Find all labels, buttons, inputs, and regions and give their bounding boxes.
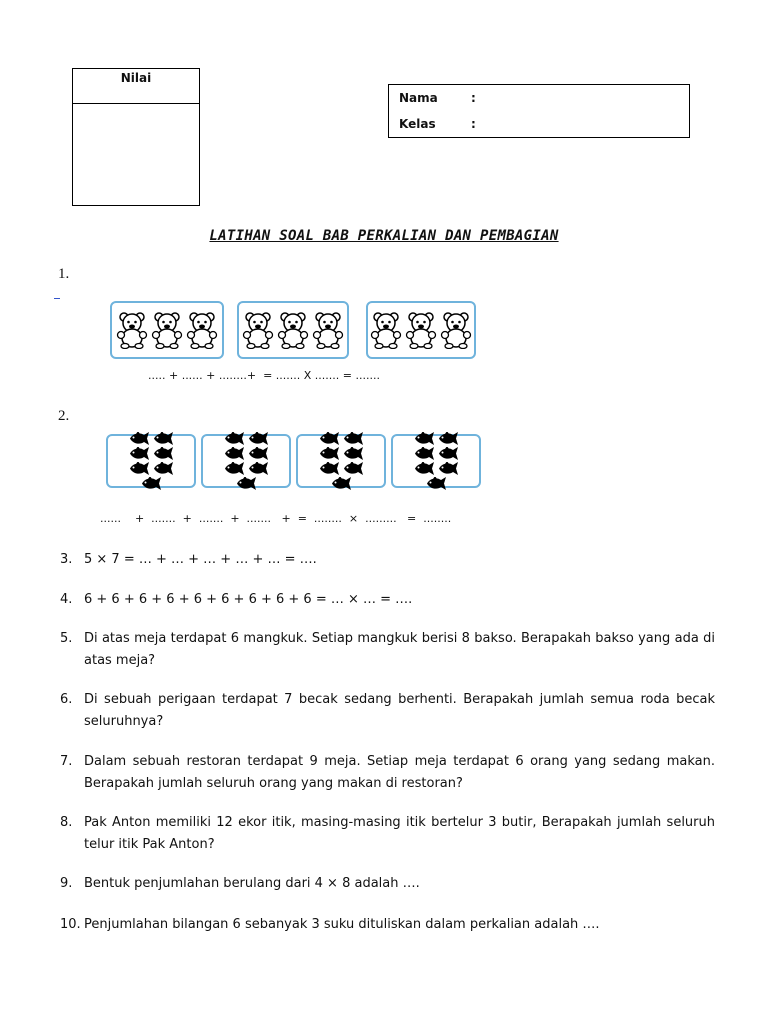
- bear-group-3: [366, 301, 476, 359]
- teddy-bear-icon: [312, 311, 344, 349]
- fish-icon: [223, 447, 245, 460]
- question-2-number: 2.: [58, 408, 70, 424]
- class-label: Kelas: [399, 117, 436, 131]
- bear-group-1: [110, 301, 224, 359]
- question-7-text: Dalam sebuah restoran terdapat 9 meja. Setiap meja terdapat 6 orang yang sedang makan. Berapakah jumlah seluruh orang yang makan di restoran?: [84, 754, 715, 791]
- teddy-bear-icon: [116, 311, 148, 349]
- teddy-bear-icon: [242, 311, 274, 349]
- fish-icon: [413, 432, 435, 445]
- question-4-text: 6 + 6 + 6 + 6 + 6 + 6 + 6 + 6 + 6 = … × … = ….: [84, 592, 413, 607]
- fish-icon: [342, 462, 364, 475]
- fish-icon: [223, 462, 245, 475]
- question-5-text: Di atas meja terdapat 6 mangkuk. Setiap mangkuk berisi 8 bakso. Berapakah bakso yang ada di atas meja?: [84, 631, 715, 668]
- question-7-number: 7.: [60, 754, 73, 769]
- teddy-bear-icon: [440, 311, 472, 349]
- fish-icon: [342, 432, 364, 445]
- fish-icon: [318, 462, 340, 475]
- question-3-text: 5 × 7 = … + … + … + … + … = ….: [84, 552, 317, 567]
- fish-icon: [330, 477, 352, 490]
- fish-icon: [425, 477, 447, 490]
- question-5-number: 5.: [60, 631, 73, 646]
- question-8-text: Pak Anton memiliki 12 ekor itik, masing-masing itik bertelur 3 butir, Berapakah jumlah seluruh telur itik Pak Anton?: [84, 815, 715, 852]
- question-1-equation: ..... + ...... + ........+ = ....... X ....... = .......: [148, 369, 380, 382]
- bear-group-2: [237, 301, 349, 359]
- name-colon: :: [471, 91, 476, 105]
- margin-mark: [54, 298, 60, 299]
- name-row: [399, 91, 476, 105]
- class-colon: :: [471, 117, 476, 131]
- question-2-equation: ...... + ....... + ....... + ....... + = ........ × ......... = ........: [100, 512, 452, 525]
- fish-icon: [247, 447, 269, 460]
- fish-icon: [128, 447, 150, 460]
- question-10-text: Penjumlahan bilangan 6 sebanyak 3 suku dituliskan dalam perkalian adalah ….: [84, 917, 600, 932]
- name-label: Nama: [399, 91, 438, 105]
- teddy-bear-icon: [151, 311, 183, 349]
- worksheet-title: LATIHAN SOAL BAB PERKALIAN DAN PEMBAGIAN: [209, 228, 559, 244]
- fish-icon: [247, 432, 269, 445]
- fish-icon: [140, 477, 162, 490]
- question-6-number: 6.: [60, 692, 73, 707]
- fish-icon: [247, 462, 269, 475]
- fish-icon: [342, 447, 364, 460]
- fish-icon: [413, 447, 435, 460]
- fish-icon: [128, 432, 150, 445]
- fish-icon: [152, 432, 174, 445]
- fish-icon: [152, 447, 174, 460]
- fish-icon: [437, 447, 459, 460]
- question-3-number: 3.: [60, 552, 73, 567]
- score-box: [72, 68, 200, 206]
- teddy-bear-icon: [186, 311, 218, 349]
- fish-group-1: [106, 434, 196, 488]
- question-9-number: 9.: [60, 876, 73, 891]
- score-label: Nilai: [73, 69, 199, 104]
- teddy-bear-icon: [405, 311, 437, 349]
- fish-icon: [413, 462, 435, 475]
- fish-icon: [128, 462, 150, 475]
- teddy-bear-icon: [370, 311, 402, 349]
- fish-icon: [437, 462, 459, 475]
- question-4-number: 4.: [60, 592, 73, 607]
- question-6-text: Di sebuah perigaan terdapat 7 becak sedang berhenti. Berapakah jumlah semua roda becak seluruhnya?: [84, 692, 715, 729]
- teddy-bear-icon: [277, 311, 309, 349]
- fish-group-4: [391, 434, 481, 488]
- student-info-box: [388, 84, 690, 138]
- fish-group-3: [296, 434, 386, 488]
- question-9-text: Bentuk penjumlahan berulang dari 4 × 8 adalah ….: [84, 876, 420, 891]
- fish-icon: [235, 477, 257, 490]
- class-row: [399, 117, 476, 131]
- question-8-number: 8.: [60, 815, 73, 830]
- fish-icon: [318, 447, 340, 460]
- fish-icon: [223, 432, 245, 445]
- question-1-number: 1.: [58, 266, 70, 282]
- fish-icon: [437, 432, 459, 445]
- question-10-number: 10.: [60, 917, 81, 932]
- fish-icon: [152, 462, 174, 475]
- fish-icon: [318, 432, 340, 445]
- fish-group-2: [201, 434, 291, 488]
